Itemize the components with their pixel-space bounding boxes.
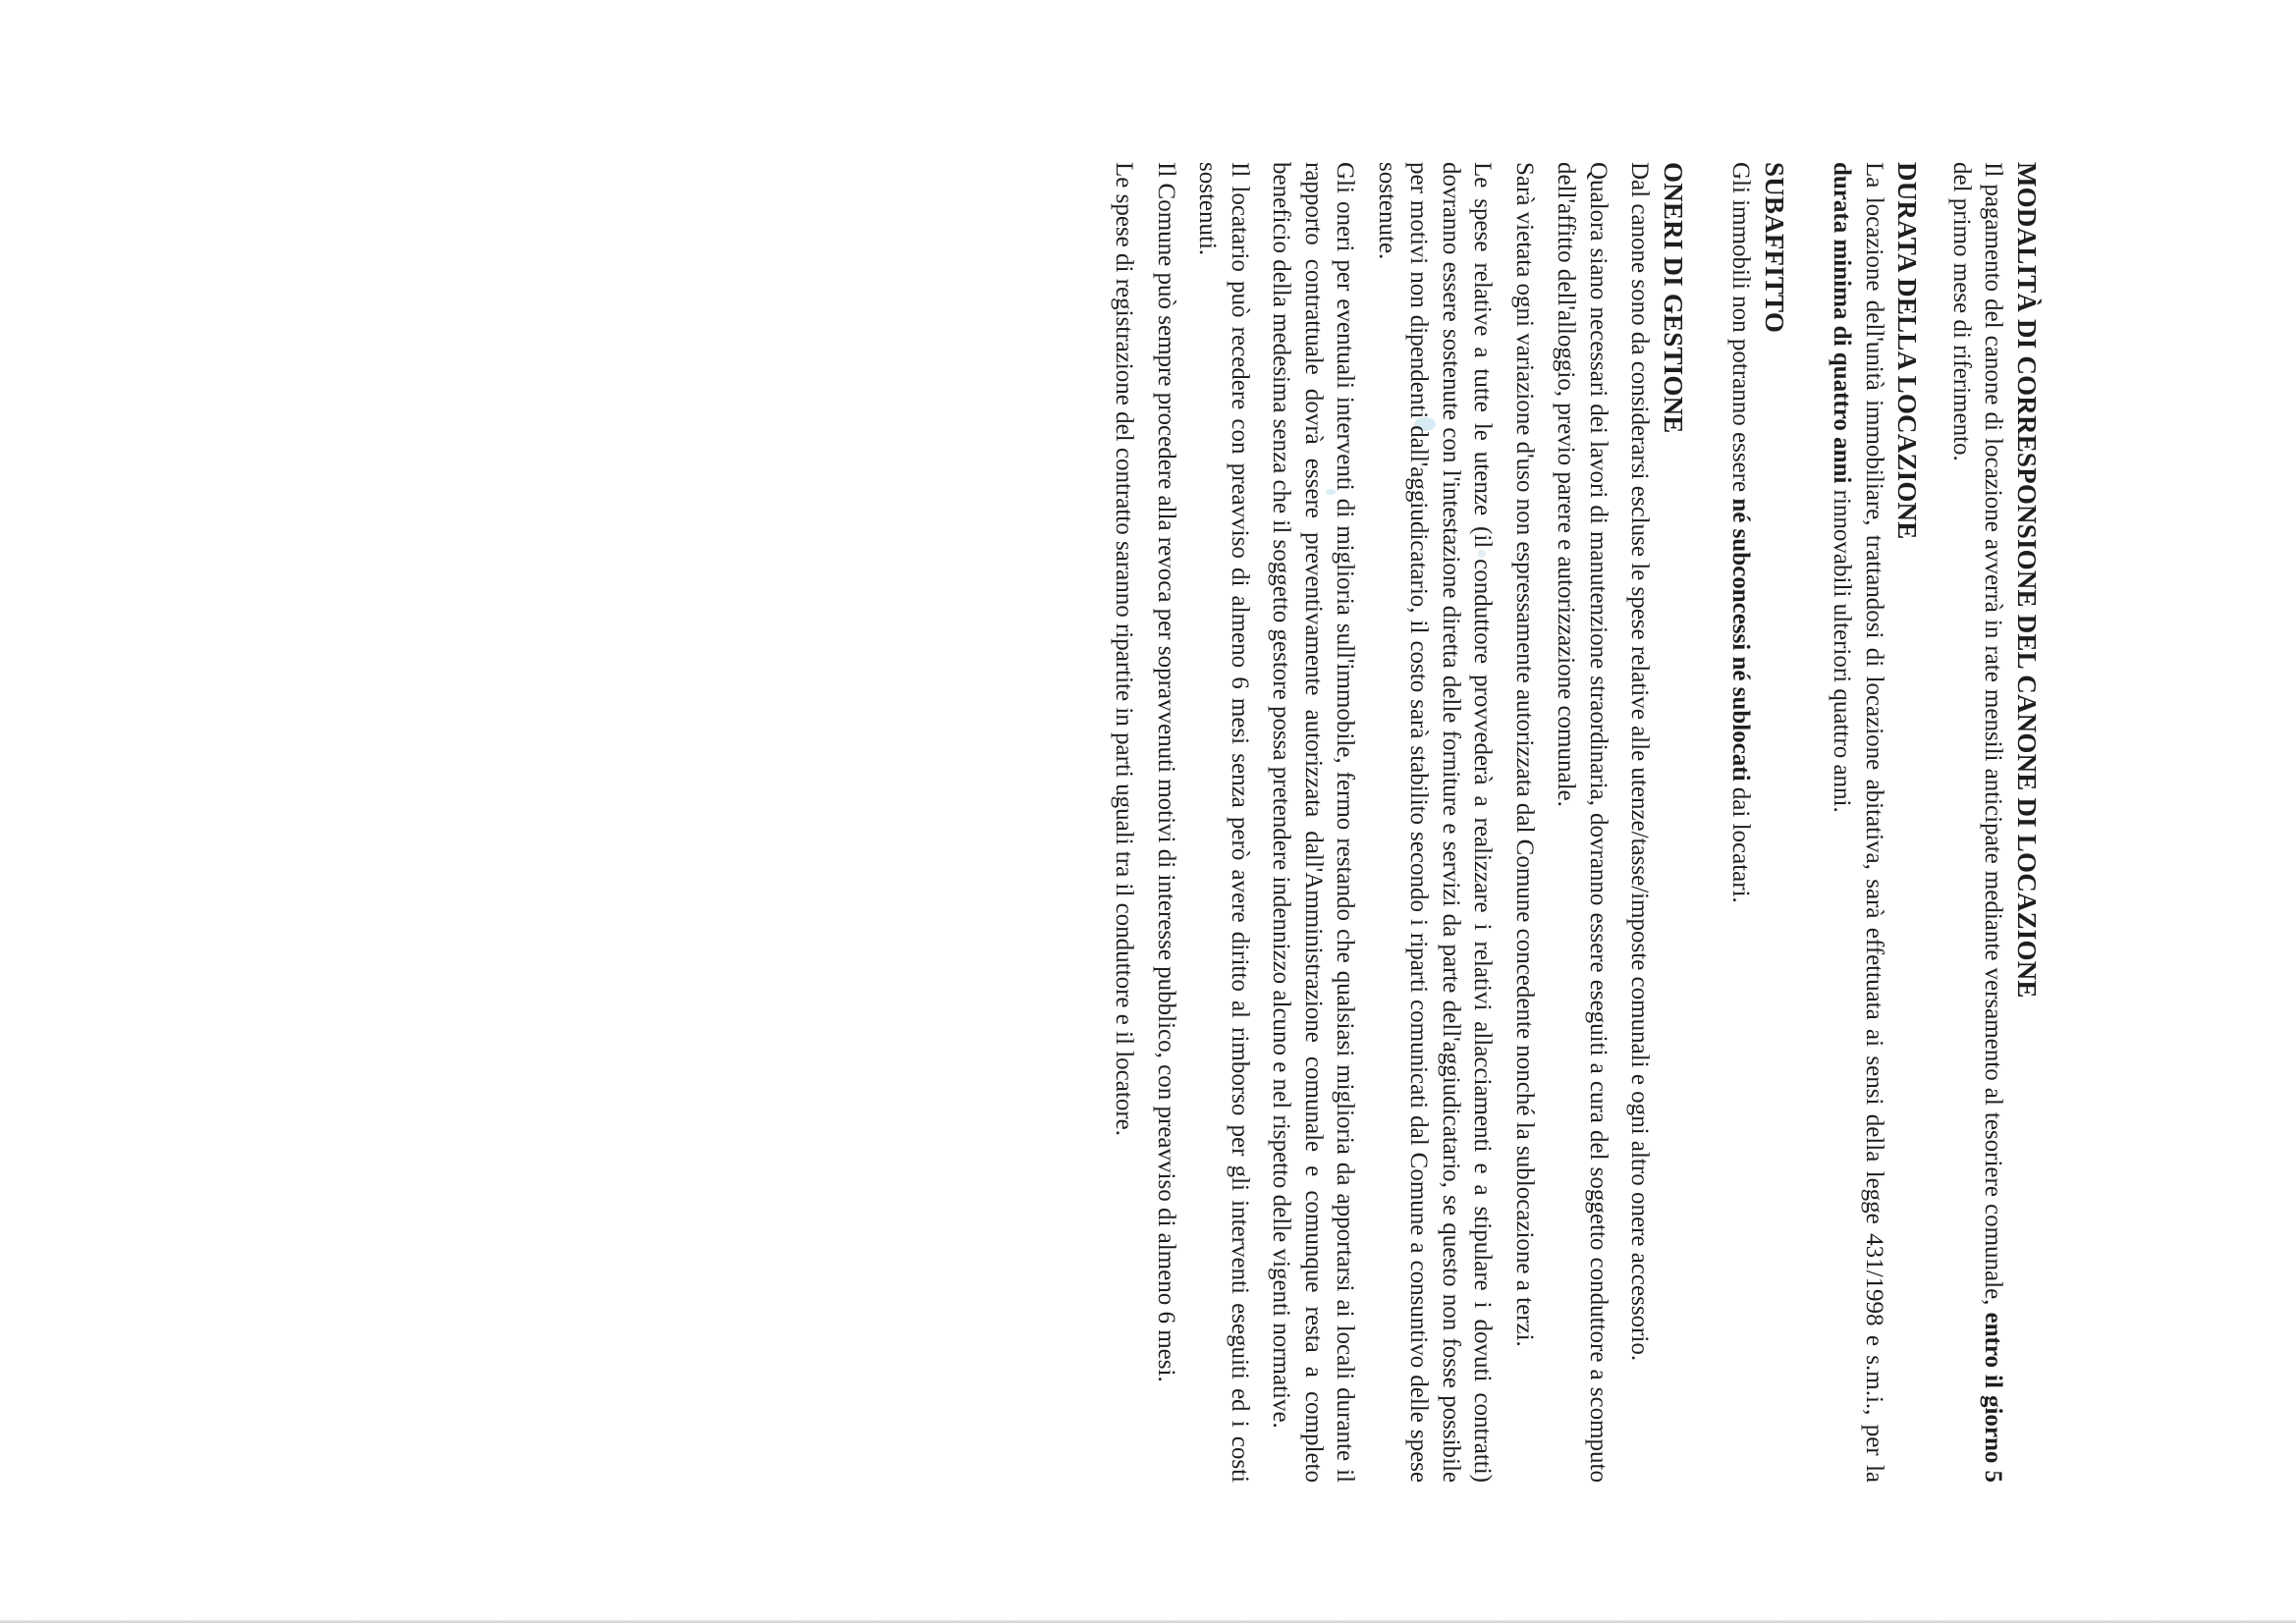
section-paragraph: Sarà vietata ogni variazione d'uso non espressamente autorizzata dal Comune concedente nonché la sublocazione a terzi. (1511, 162, 1538, 1347)
document-page (334, 162, 2043, 1483)
section-paragraph: Il pagamento del canone di locazione avverrà in rate mensili anticipate mediante versamento al tesoriere comunale, entro il giorno 5 del primo mese di riferimento. (1948, 162, 2007, 1483)
section-heading: ONERI DI GESTIONE (1659, 162, 1688, 434)
section-heading: MODALITÀ DI CORRESPONSIONE DEL CANONE DI LOCAZIONE (2012, 162, 2042, 999)
section-paragraph: La locazione dell'unità immobiliare, trattandosi di locazione abitativa, sarà effettuata ai sensi della legge 431/1998 e s.m.i., per la durata minima di quattro anni rinnovabili ulteriori quattro anni. (1829, 162, 1887, 1483)
section-paragraph: Il Comune può sempre procedere alla revoca per sopravvenuti motivi di interesse pubblico, con preavviso di almeno 6 mesi. (1153, 162, 1179, 1382)
section-subaffitto (1724, 162, 1790, 1483)
section-paragraph: Il locatario può recedere con preavviso di almeno 6 mesi senza però avere diritto al rimborso per gli interventi eseguiti ed i costi sostenuti. (1194, 162, 1253, 1483)
section-paragraph: Le spese relative a tutte le utenze (il conduttore provvederà a realizzare i relativi allacciamenti e a stipulare i dovuti contratti) dovranno essere sostenute con l'intestazione diretta delle forniture e servizi da parte dell'aggiudicatario, se questo non fosse possibile per motivi non dipendenti dall'aggiudicatario, il costo sarà stabilito secondo i riparti comunicati dal Comune a consuntivo delle spese sostenute. (1374, 162, 1497, 1483)
section-modalita (1945, 162, 2044, 1483)
section-paragraph: Gli immobili non potranno essere né subconcessi né sublocati dai locatari. (1727, 162, 1755, 903)
section-oneri (1108, 162, 1689, 1483)
section-heading: DURATA DELLA LOCAZIONE (1892, 162, 1923, 540)
section-paragraph: Qualora siano necessari dei lavori di manutenzione straordinaria, dovranno essere eseguiti a cura del soggetto conduttore a scomputo dell'affitto dell'alloggio, previo parere e autorizzazione comunale. (1553, 162, 1612, 1483)
section-durata (1826, 162, 1924, 1483)
section-paragraph: Dal canone sono da considerarsi escluse le spese relative alle utenze/tasse/imposte comunali e ogni altro onere accessorio. (1626, 162, 1654, 1362)
section-paragraph: Le spese di registrazione del contratto saranno ripartite in parti uguali tra il conduttore e il locatore. (1111, 162, 1138, 1136)
section-heading: SUBAFFITTO (1760, 162, 1789, 334)
section-paragraph: Gli oneri per eventuali interventi di miglioria sull'immobile, fermo restando che qualsiasi miglioria da apportarsi ai locali durante il rapporto contrattuale dovrà essere preventivamente autorizzata dall'Amministrazione comunale e comunque resta a completo beneficio della medesima senza che il soggetto gestore possa pretendere indennizzo alcuno e nel rispetto delle vigenti normative. (1268, 162, 1359, 1483)
